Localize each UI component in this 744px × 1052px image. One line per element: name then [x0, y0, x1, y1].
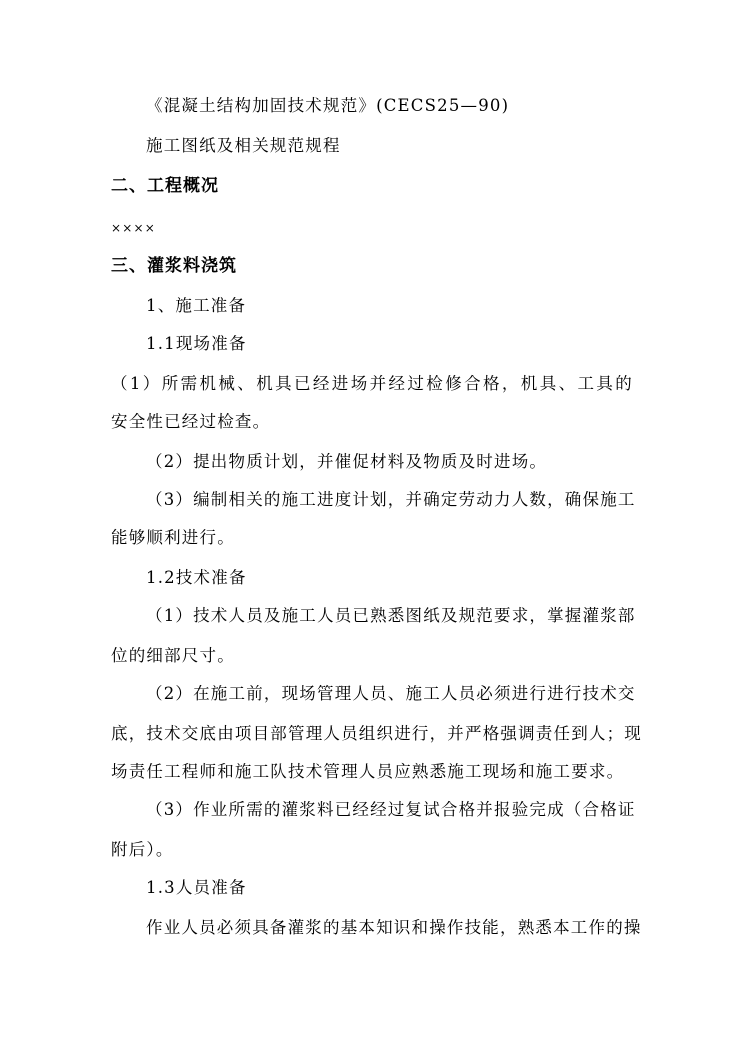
paragraph-line: （1）技术人员及施工人员已熟悉图纸及规范要求，掌握灌浆部: [146, 606, 636, 625]
section-heading: 三、灌浆料浇筑: [111, 256, 237, 276]
section-body: ××××: [111, 221, 157, 235]
subsection-heading: 1.2技术准备: [146, 568, 247, 587]
subsection-heading: 1、施工准备: [146, 296, 247, 315]
paragraph-line: 场责任工程师和施工队技术管理人员应熟悉施工现场和施工要求。: [111, 762, 625, 781]
paragraph-line: 底，技术交底由项目部管理人员组织进行，并严格强调责任到人；现: [111, 724, 642, 743]
paragraph-line: （3）作业所需的灌浆料已经经过复试合格并报验完成（合格证: [146, 800, 636, 819]
reference-item: 施工图纸及相关规范规程: [146, 136, 341, 155]
reference-item: 《混凝土结构加固技术规范》(CECS25—90): [146, 96, 510, 115]
paragraph-line: （2）在施工前，现场管理人员、施工人员必须进行进行技术交: [146, 684, 636, 703]
paragraph-line: 附后）。: [111, 840, 174, 859]
section-heading: 二、工程概况: [111, 176, 219, 196]
paragraph-line: （1）所需机械、机具已经进场并经过检修合格，机具、工具的: [111, 374, 633, 393]
subsection-heading: 1.3人员准备: [146, 878, 247, 897]
paragraph-line: （2）提出物质计划，并催促材料及物质及时进场。: [146, 452, 548, 471]
paragraph-line: 位的细部尺寸。: [111, 646, 235, 665]
subsection-heading: 1.1现场准备: [146, 334, 247, 353]
paragraph-line: 能够顺利进行。: [111, 528, 235, 547]
paragraph-line: 作业人员必须具备灌浆的基本知识和操作技能，熟悉本工作的操: [146, 918, 642, 937]
paragraph-line: （3）编制相关的施工进度计划，并确定劳动力人数，确保施工: [146, 490, 636, 509]
paragraph-line: 安全性已经过检查。: [111, 412, 271, 431]
